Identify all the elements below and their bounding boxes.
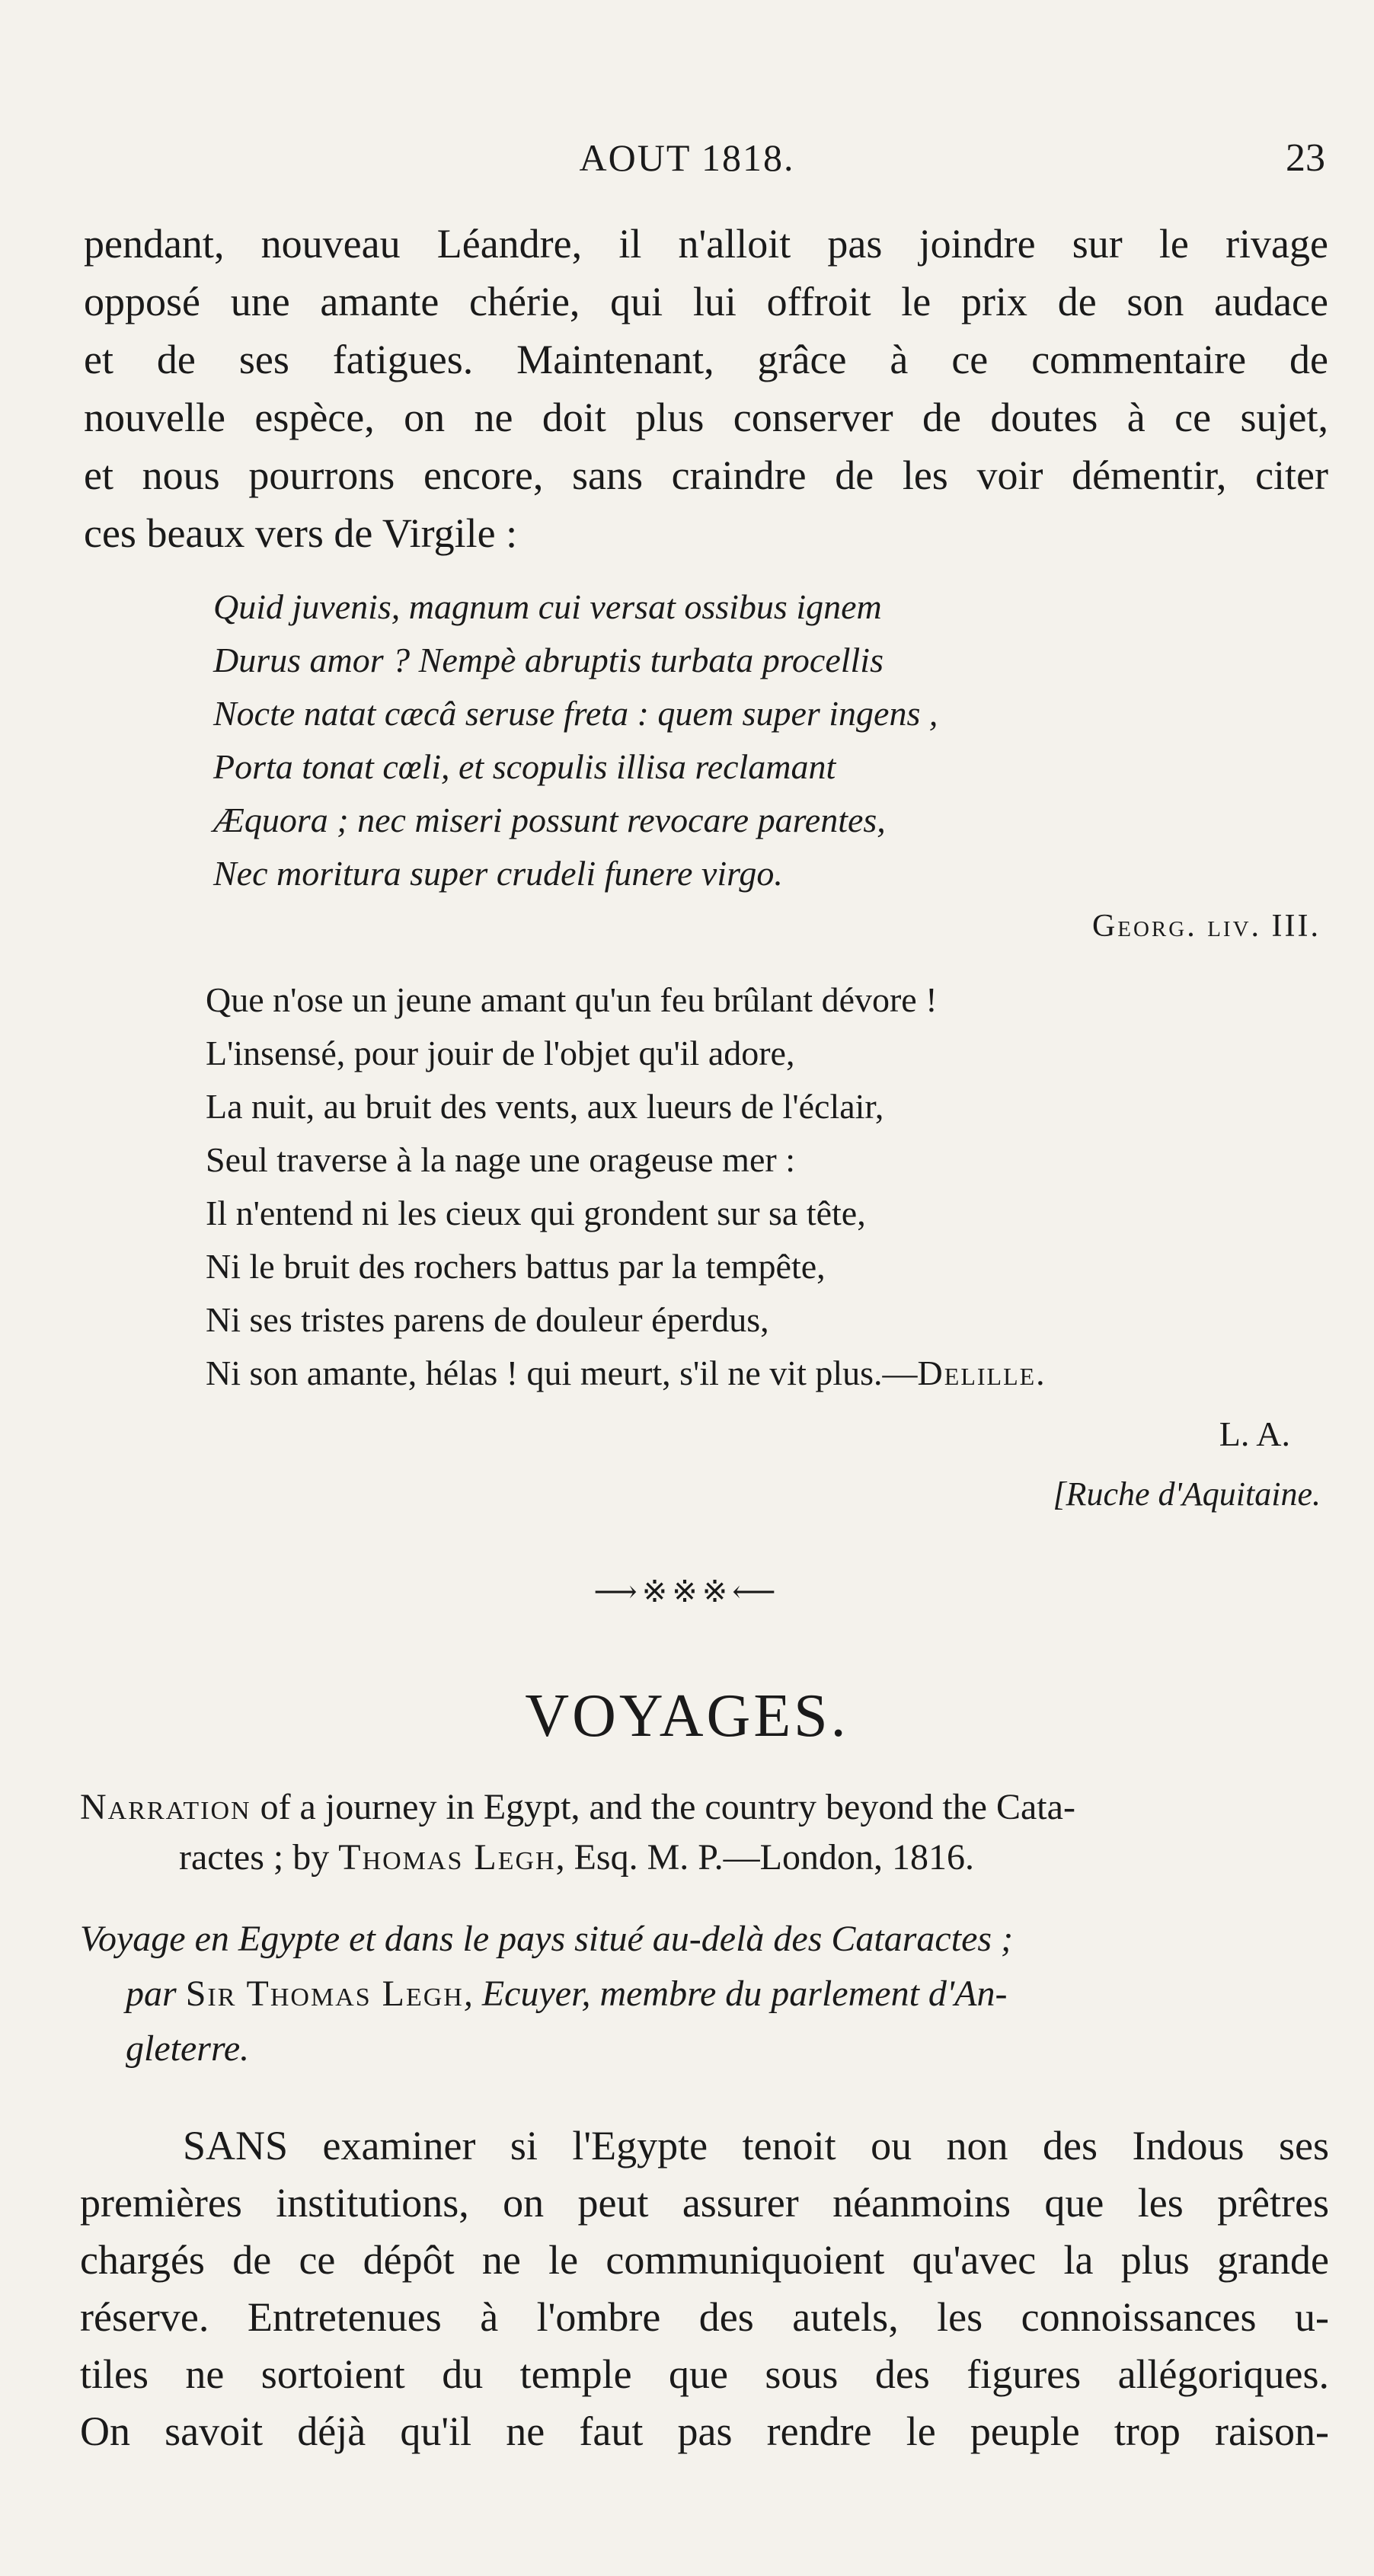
intro-paragraph (84, 215, 1328, 562)
verse-line: Nec moritura super crudeli funere virgo. (213, 854, 783, 893)
translation-last-line: Ni son amante, hélas ! qui meurt, s'il ne vit plus.— (206, 1354, 918, 1392)
paragraph-line: et nous pourrons encore, sans craindre de les voir démentir, citer (84, 452, 1328, 498)
signature: L. A. (1219, 1414, 1290, 1453)
paragraph-line: On savoit déjà qu'il ne faut pas rendre le peuple trop raison- (80, 2408, 1329, 2454)
french-title-entry (80, 1912, 1329, 2076)
source-citation: [Ruche d'Aquitaine. (1053, 1475, 1321, 1513)
french-translation (206, 973, 1318, 1400)
latin-verse (213, 580, 1310, 900)
entry-line: gleterre. (126, 2028, 250, 2069)
entry-line: Narration of a journey in Egypt, and the country beyond the Cata- (80, 1787, 1075, 1827)
paragraph-line: et de ses fatigues. Maintenant, grâce à ce commentaire de (84, 337, 1328, 382)
attribution-book: liv. III. (1207, 909, 1321, 944)
paragraph-line: opposé une amante chérie, qui lui offroit le prix de son audace (84, 279, 1328, 324)
page-header (0, 136, 1374, 197)
paragraph-line: pendant, nouveau Léandre, il n'alloit pas joindre sur le rivage (84, 221, 1328, 267)
section-title: VOYAGES. (525, 1683, 849, 1750)
translation-line: Il n'entend ni les cieux qui grondent sur sa tête, (206, 1194, 866, 1232)
translation-line: L'insensé, pour jouir de l'objet qu'il adore, (206, 1034, 795, 1072)
paragraph-line: chargés de ce dépôt ne le communiquoient qu'avec la plus grande (80, 2237, 1329, 2283)
ornament-divider: ⟶※※※⟵ (593, 1574, 781, 1609)
english-title-entry (80, 1782, 1329, 1883)
page-number: 23 (1286, 136, 1325, 180)
translation-line: Que n'ose un jeune amant qu'un feu brûlant dévore ! (206, 980, 938, 1019)
verse-line: Porta tonat cœli, et scopulis illisa reclamant (213, 747, 836, 786)
paragraph-line: réserve. Entretenues à l'ombre des autels, les connoissances u- (80, 2294, 1329, 2340)
verse-line: Quid juvenis, magnum cui versat ossibus ignem (213, 587, 882, 626)
body-paragraph (80, 2117, 1329, 2460)
translation-line: Ni ses tristes parens de douleur éperdus, (206, 1300, 769, 1339)
translation-line (206, 1347, 1318, 1400)
attribution-prefix: Georg. (1091, 909, 1197, 944)
verse-attribution (1092, 908, 1321, 944)
verse-line: Æquora ; nec miseri possunt revocare parentes, (213, 801, 886, 839)
translation-line: La nuit, au bruit des vents, aux lueurs de l'éclair, (206, 1087, 884, 1126)
author-name: Thomas Legh (338, 1837, 556, 1878)
paragraph-line: premières institutions, on peut assurer néanmoins que les prêtres (80, 2180, 1329, 2226)
translation-line: Seul traverse à la nage une orageuse mer : (206, 1140, 795, 1179)
running-head: AOUT 1818. (579, 136, 795, 179)
translator-name: Delille. (917, 1354, 1046, 1392)
paragraph-line: tiles ne sortoient du temple que sous des figures allégoriques. (80, 2351, 1329, 2397)
author-name: Sir Thomas Legh (185, 1974, 464, 2014)
paragraph-line: nouvelle espèce, on ne doit plus conserver de doutes à ce sujet, (84, 395, 1328, 440)
translation-line: Ni le bruit des rochers battus par la tempête, (206, 1247, 826, 1286)
entry-label: Narration (80, 1787, 251, 1827)
verse-line: Durus amor ? Nempè abruptis turbata procellis (213, 641, 884, 679)
entry-line: ractes ; by Thomas Legh, Esq. M. P.—London, 1816. (179, 1837, 974, 1878)
paragraph-line: ces beaux vers de Virgile : (84, 510, 518, 556)
verse-line: Nocte natat cæcâ seruse freta : quem super ingens , (213, 694, 938, 733)
entry-line: Voyage en Egypte et dans le pays situé au-delà des Cataractes ; (80, 1919, 1014, 1959)
paragraph-line: SANS examiner si l'Egypte tenoit ou non des Indous ses (183, 2123, 1329, 2169)
entry-line: par Sir Thomas Legh, Ecuyer, membre du parlement d'An- (126, 1974, 1008, 2014)
